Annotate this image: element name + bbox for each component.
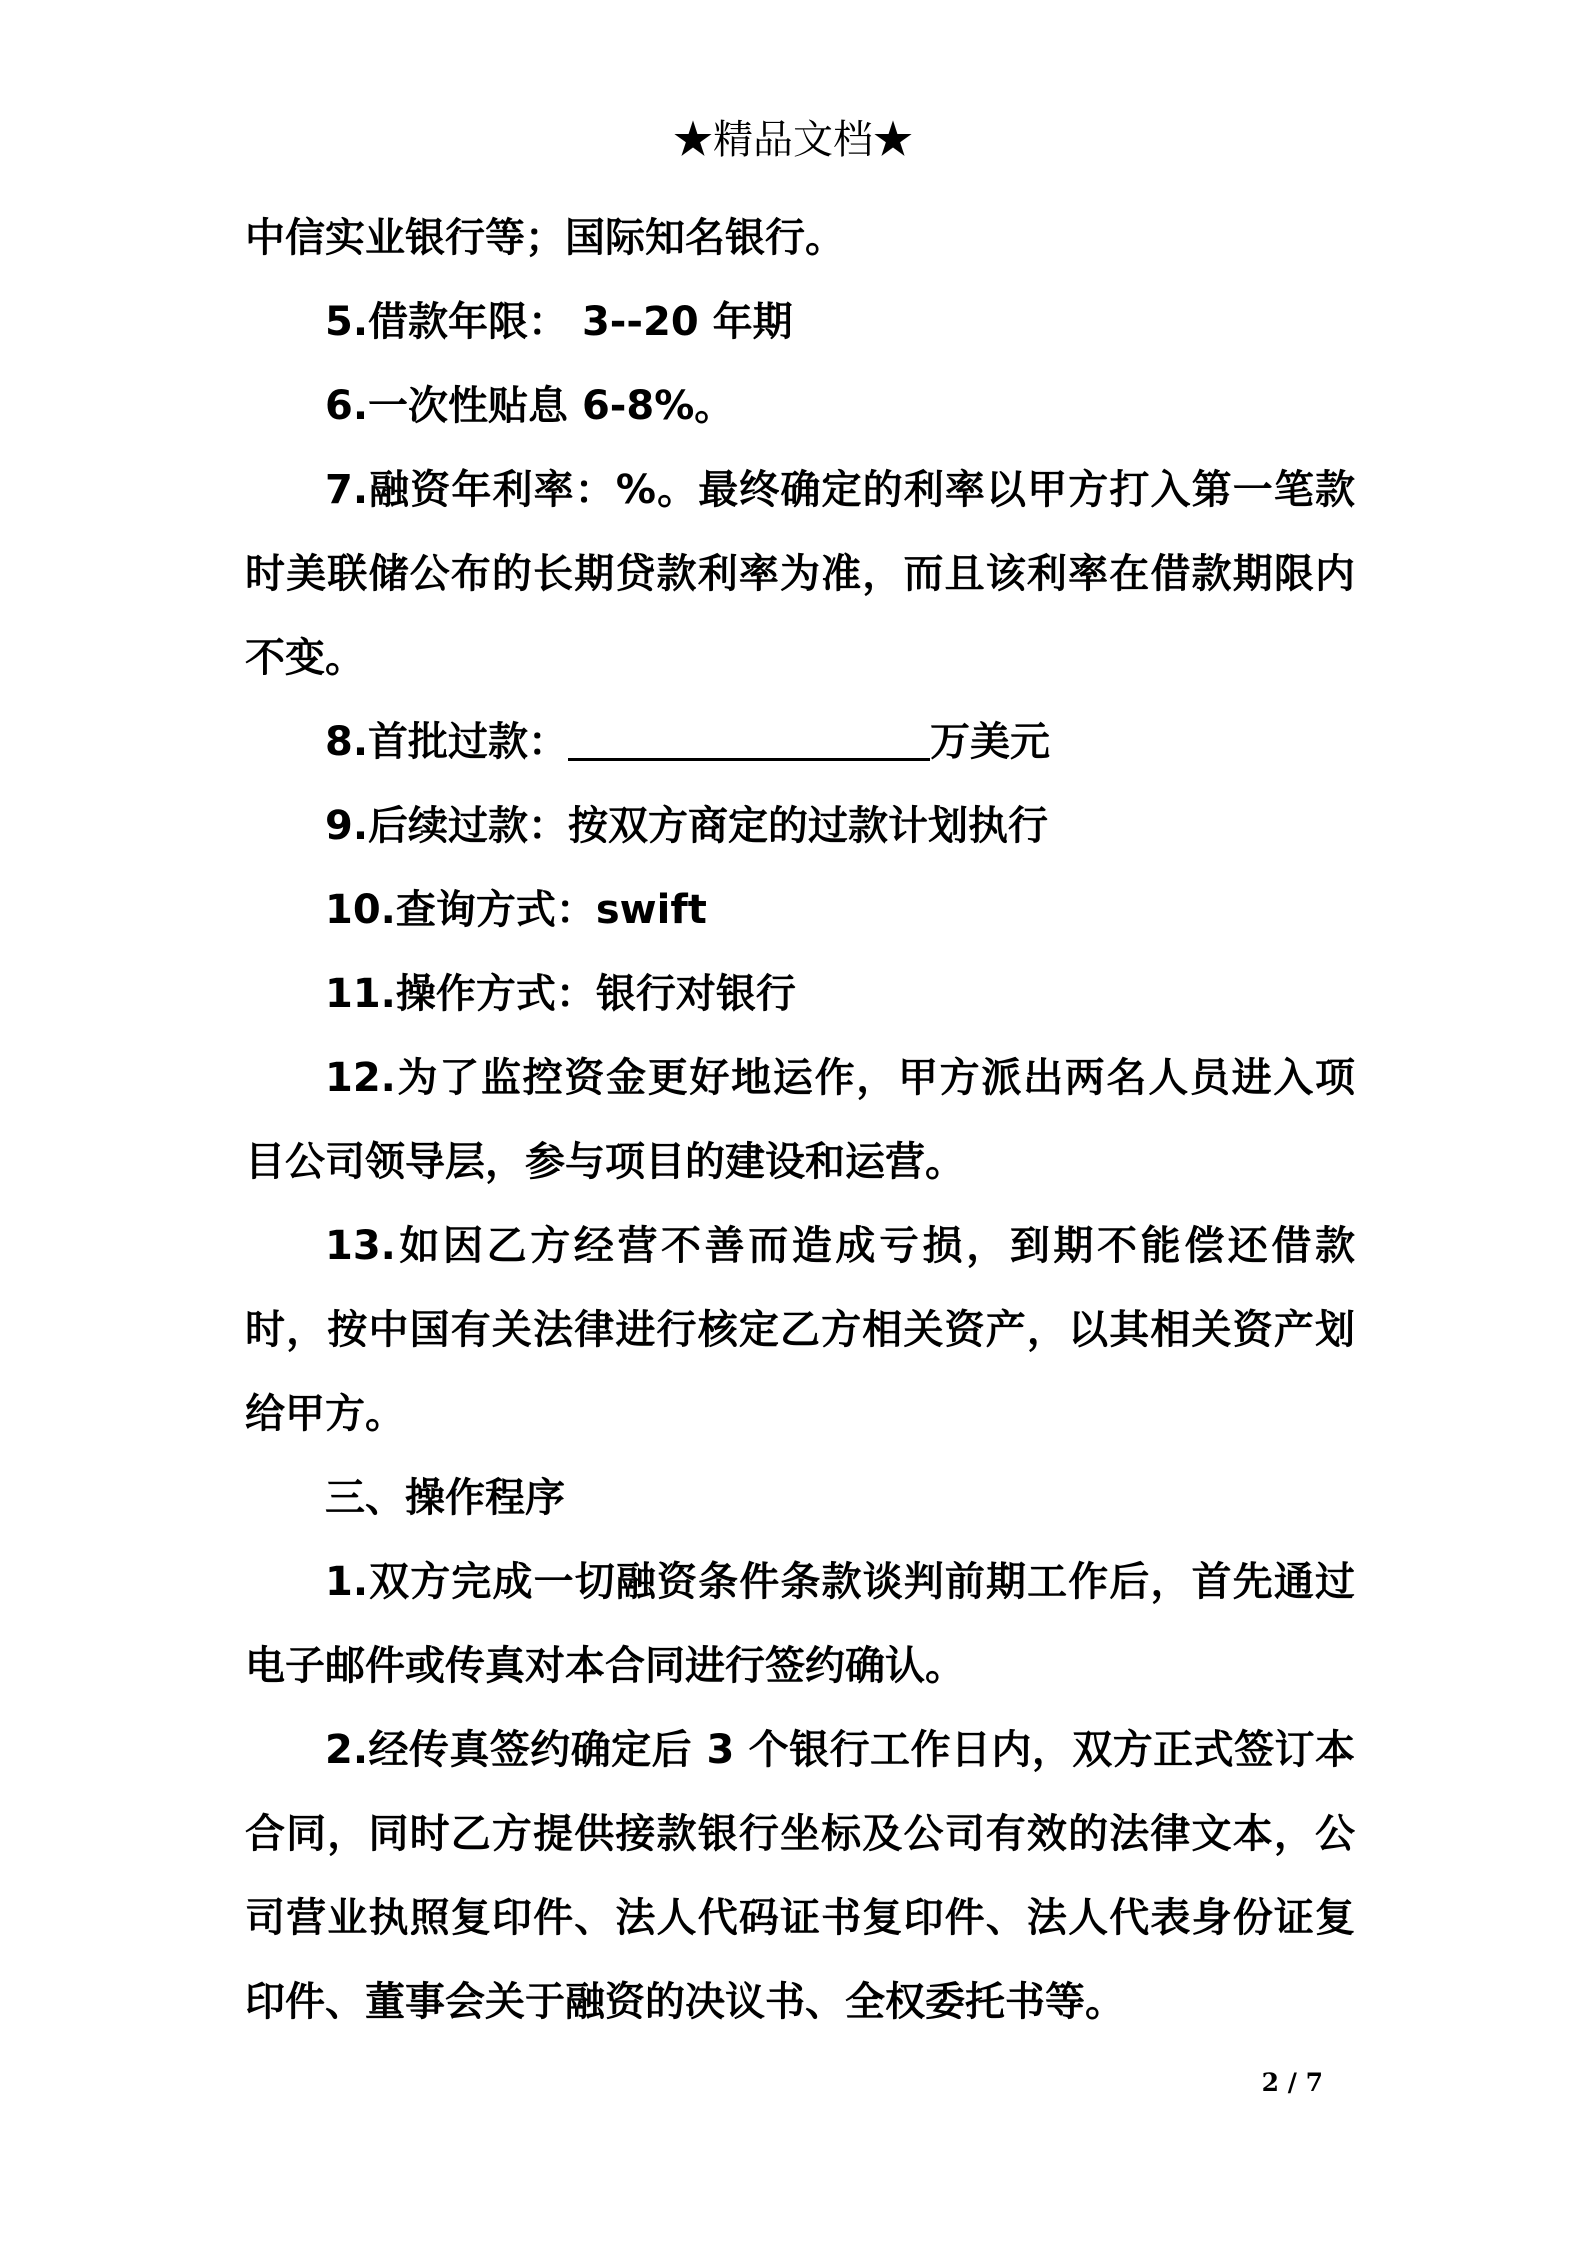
fill-in-blank-line [568, 718, 930, 761]
item-loss-handling: 13.如因乙方经营不善而造成亏损，到期不能偿还借款时，按中国有关法律进行核定乙方相关资产，以其相关资产划给甲方。 [245, 1223, 1355, 1437]
document-body [245, 196, 1355, 2044]
paragraph-continuation: 中信实业银行等；国际知名银行。 [245, 215, 845, 261]
item-subsequent-payment: 9.后续过款：按双方商定的过款计划执行 [325, 803, 1049, 849]
item-operation-method: 11.操作方式：银行对银行 [325, 971, 796, 1017]
item-one-time-discount: 6.一次性贴息 6-8%。 [325, 383, 735, 429]
item-fund-monitoring: 12.为了监控资金更好地运作，甲方派出两名人员进入项目公司领导层，参与项目的建设和运营。 [245, 1055, 1355, 1185]
item-annual-interest-rate: 7.融资年利率：%。最终确定的利率以甲方打入第一笔款时美联储公布的长期贷款利率为准，而且该利率在借款期限内不变。 [245, 467, 1355, 681]
section-heading-procedure: 三、操作程序 [325, 1475, 565, 1521]
document-header: ★精品文档★ [673, 117, 913, 163]
procedure-step-1: 1.双方完成一切融资条件条款谈判前期工作后，首先通过电子邮件或传真对本合同进行签约确认。 [245, 1559, 1355, 1689]
first-payment-unit: 万美元 [930, 719, 1051, 765]
first-payment-label: 8.首批过款： [325, 719, 569, 765]
item-first-payment [245, 700, 1355, 784]
page-number: 2 / 7 [1261, 2068, 1323, 2097]
procedure-step-2: 2.经传真签约确定后 3 个银行工作日内，双方正式签订本合同，同时乙方提供接款银行坐标及公司有效的法律文本，公司营业执照复印件、法人代码证书复印件、法人代表身份证复印件、董事会关于融资的决议书、全权委托书等。 [245, 1727, 1355, 2025]
item-inquiry-method: 10.查询方式：swift [325, 887, 707, 933]
item-loan-term: 5.借款年限： 3--20 年期 [325, 299, 793, 345]
